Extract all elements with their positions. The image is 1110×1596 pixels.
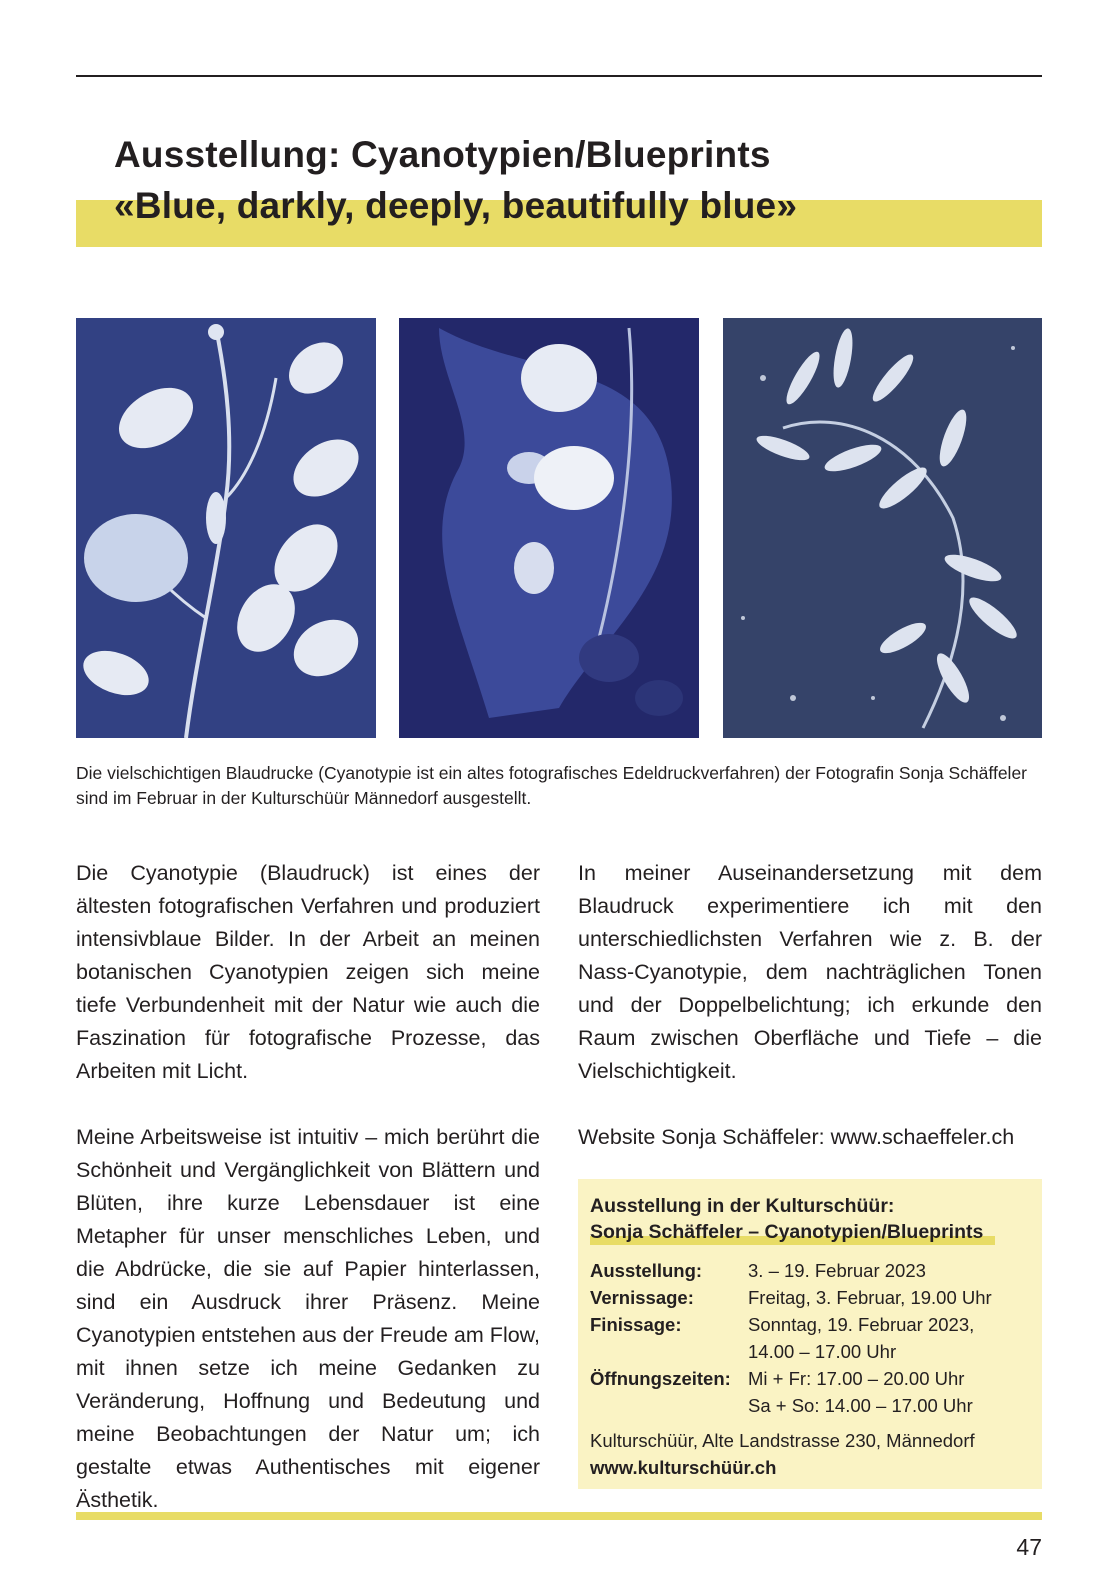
info-table: [590, 1257, 1030, 1419]
page-number: 47: [1016, 1534, 1042, 1560]
venue-website-link[interactable]: www.kulturschüür.ch: [590, 1457, 777, 1478]
left-column: [76, 857, 540, 1550]
website-line: Website Sonja Schäffeler: www.schaeffeler.ch: [578, 1125, 1015, 1149]
bottom-rule: [76, 1512, 1042, 1520]
info-label: Finissage:: [590, 1314, 682, 1335]
photo-strip: [76, 318, 1042, 738]
info-label: Vernissage:: [590, 1287, 694, 1308]
cyanotype-photo-leaves: [76, 318, 376, 738]
info-row: [590, 1257, 1030, 1284]
photo-caption: Die vielschichtigen Blaudrucke (Cyanotypie ist ein altes fotografisches Edeldruckverfahren) der Fotografin Sonja Schäffeler sind im Februar in der Kulturschüür Männedorf ausgestellt.: [76, 763, 1028, 808]
info-value: Sa + So: 14.00 – 17.00 Uhr: [748, 1395, 973, 1416]
info-value: Freitag, 3. Februar, 19.00 Uhr: [748, 1287, 992, 1308]
info-value: 14.00 – 17.00 Uhr: [748, 1341, 897, 1362]
info-row: [590, 1311, 1030, 1338]
info-label: Ausstellung:: [590, 1260, 703, 1281]
infobox-subtitle: Sonja Schäffeler – Cyanotypien/Blueprints: [590, 1219, 995, 1245]
article-title: [76, 128, 1042, 247]
venue-address: Kulturschüür, Alte Landstrasse 230, Männedorf: [590, 1430, 975, 1451]
top-rule: [76, 75, 1042, 77]
info-label: [590, 1338, 748, 1365]
exhibition-infobox: [578, 1179, 1042, 1489]
info-row: [590, 1392, 1030, 1419]
cyanotype-photo-flowers: [399, 318, 699, 738]
info-value: 3. – 19. Februar 2023: [748, 1260, 926, 1281]
info-label: [590, 1392, 748, 1419]
left-paragraph-1: Die Cyanotypie (Blaudruck) ist eines der ältesten fotografischen Verfahren und produziert intensivblaue Bilder. In der Arbeit an meinen botanischen Cyanotypien zeigen sich meine tiefe Verbundenheit mit der Natur wie auch die Faszination für fotografische Prozesse, das Arbeiten mit Licht.: [76, 861, 540, 1083]
infobox-title: Ausstellung in der Kulturschüür:: [590, 1195, 895, 1217]
info-row: [590, 1284, 1030, 1311]
info-value: Mi + Fr: 17.00 – 20.00 Uhr: [748, 1368, 965, 1389]
info-row: [590, 1338, 1030, 1365]
title-line-1: Ausstellung: Cyanotypien/Blueprints: [114, 134, 771, 175]
title-line-2: «Blue, darkly, deeply, beautifully blue»: [76, 182, 1042, 247]
cyanotype-photo-fern: [723, 318, 1042, 738]
info-value: Sonntag, 19. Februar 2023,: [748, 1314, 975, 1335]
info-row: [590, 1365, 1030, 1392]
info-label: Öffnungszeiten:: [590, 1368, 731, 1389]
right-paragraph-1: In meiner Auseinandersetzung mit dem Blaudruck experimentiere ich mit den unterschiedlichsten Verfahren wie z. B. der Nass-Cyanotypie, dem nachträglichen Tonen und der Doppelbelichtung; ich erkunde den Raum zwischen Oberfläche und Tiefe – die Vielschichtigkeit.: [578, 861, 1042, 1083]
right-column: [578, 857, 1042, 1187]
left-paragraph-2: Meine Arbeitsweise ist intuitiv – mich berührt die Schönheit und Vergänglichkeit von Blättern und Blüten, ihre kurze Lebensdauer ist eine Metapher für unser menschliches Leben, und die Abdrücke, die sie auf Papier hinterlassen, sind ein Ausdruck ihrer Präsenz. Meine Cyanotypien entstehen aus der Freude am Flow, mit ihnen setze ich meine Gedanken zu Veränderung, Hoffnung und Bedeutung und meine Beobachtungen der Natur um; ich gestalte etwas Authentisches mit eigener Ästhetik.: [76, 1125, 540, 1512]
